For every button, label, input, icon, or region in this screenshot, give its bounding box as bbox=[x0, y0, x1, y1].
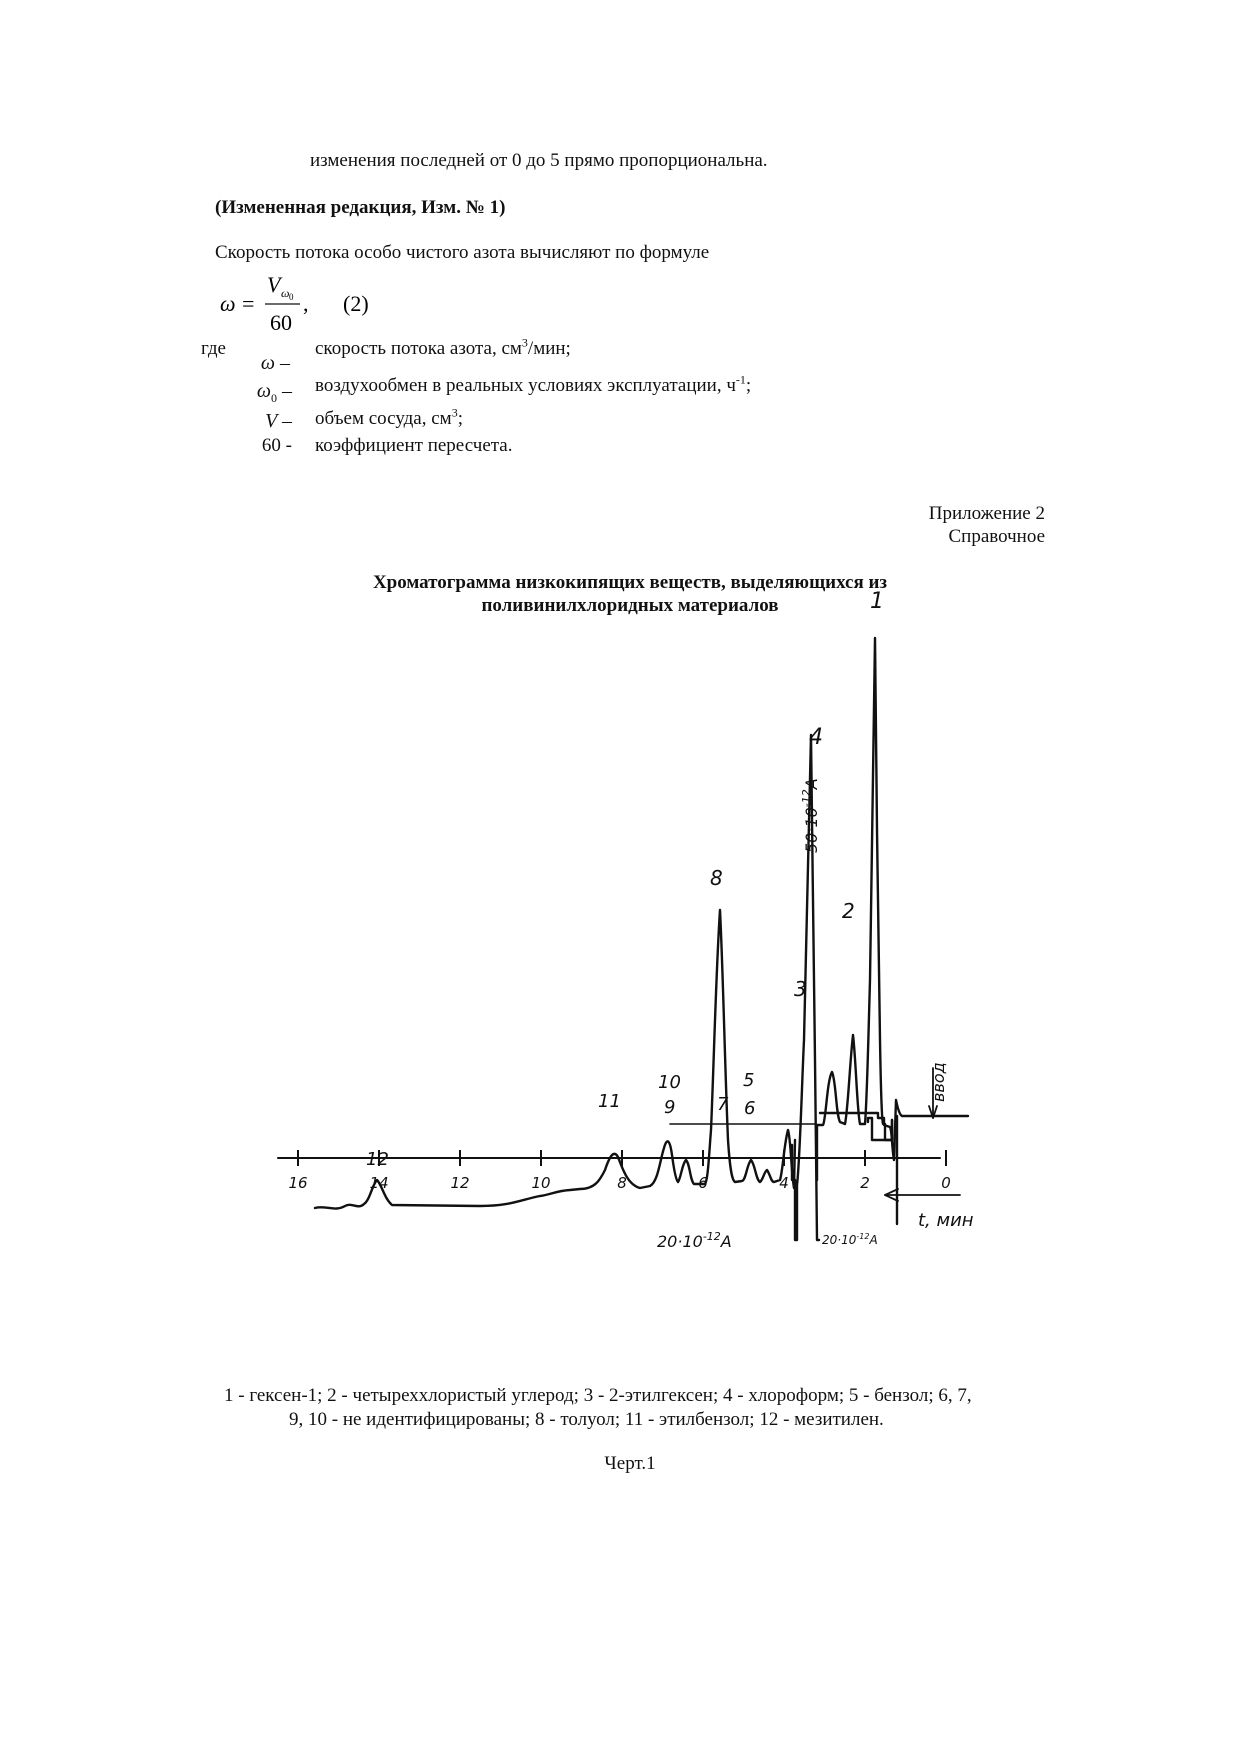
peak-label-5: 5 bbox=[743, 1070, 755, 1091]
figure-title-line2: поливинилхлоридных материалов bbox=[481, 595, 779, 616]
amendment-note: (Измененная редакция, Изм. № 1) bbox=[215, 197, 506, 218]
peak-label-7: 7 bbox=[717, 1094, 729, 1115]
axis-tick-label: 0 bbox=[941, 1174, 951, 1192]
where-word: где bbox=[201, 338, 226, 359]
axis-tick-label: 4 bbox=[779, 1174, 789, 1192]
formula-den: 60 bbox=[270, 310, 292, 335]
peak-label-9: 9 bbox=[664, 1097, 676, 1118]
peak-label-6: 6 bbox=[744, 1098, 756, 1119]
axis-tick-label: 14 bbox=[369, 1174, 389, 1192]
reference-label: Справочное bbox=[948, 526, 1045, 547]
peak-label-2: 2 bbox=[842, 899, 855, 923]
caption-line2: 9, 10 - не идентифицированы; 8 - толуол; 11 - этилбензол; 12 - мезитилен. bbox=[289, 1409, 884, 1430]
peak-label-1: 1 bbox=[870, 589, 884, 614]
formula-num-sub: ω bbox=[281, 286, 290, 300]
formula-number: (2) bbox=[343, 291, 369, 316]
formula-2 bbox=[220, 268, 420, 336]
axis-tick-label: 10 bbox=[531, 1174, 551, 1192]
peak-label-8: 8 bbox=[710, 866, 723, 890]
def-sym-omega0: $\omega_0$ – bbox=[256, 380, 292, 405]
axis-tick-label: 6 bbox=[698, 1174, 708, 1192]
def-text-omega: скорость потока азота, $см^3$/мин; bbox=[315, 335, 571, 359]
def-sym-60: 60 - bbox=[261, 435, 292, 456]
caption-line1: 1 - гексен-1; 2 - четыреххлористый углерод; 3 - 2-этилгексен; 4 - хлороформ; 5 - бензол; 6, 7, bbox=[224, 1385, 972, 1406]
figure-title-line1: Хроматограмма низкокипящих веществ, выделяющихся из bbox=[372, 572, 888, 593]
peak-label-10: 10 bbox=[658, 1072, 681, 1093]
formula-comma: , bbox=[303, 291, 309, 316]
axis-tick-label: 16 bbox=[288, 1174, 308, 1192]
def-sym-omega: ω – bbox=[260, 352, 290, 374]
peak-label-12: 12 bbox=[366, 1149, 389, 1170]
formula-num-sub0: 0 bbox=[289, 292, 294, 302]
peak-label-4: 4 bbox=[809, 725, 823, 750]
scale-left-label: $20\cdot 10^{-12}A$ bbox=[657, 1230, 732, 1251]
time-axis-label: t, мин bbox=[918, 1210, 974, 1231]
axis-tick-label: 2 bbox=[860, 1174, 870, 1192]
flow-intro: Скорость потока особо чистого азота вычисляют по формуле bbox=[215, 242, 710, 263]
def-text-omega0: воздухообмен в реальных условиях эксплуатации, $ч^{-1}$; bbox=[315, 372, 752, 396]
peak-label-11: 11 bbox=[598, 1091, 621, 1112]
axis-tick-label: 12 bbox=[450, 1174, 470, 1192]
scale-top-label: $50\cdot 10^{-12}A$ bbox=[800, 778, 821, 853]
axis-tick-label: 8 bbox=[617, 1174, 627, 1192]
inject-label: ввод bbox=[929, 1062, 948, 1102]
continued-sentence: изменения последней от 0 до 5 прямо пропорциональна. bbox=[310, 150, 768, 171]
formula-eq: = bbox=[242, 291, 255, 316]
scale-mid-label: $20\cdot 10^{-12}A$ bbox=[822, 1232, 878, 1247]
appendix-label: Приложение 2 bbox=[928, 503, 1045, 524]
def-text-v: объем сосуда, $см^3$; bbox=[315, 405, 463, 429]
trace-inject bbox=[868, 1118, 892, 1140]
peak-label-3: 3 bbox=[794, 977, 807, 1001]
formula-lhs: ω bbox=[220, 291, 236, 316]
def-sym-v: V – bbox=[265, 410, 292, 432]
formula-num-v: V bbox=[267, 272, 281, 297]
def-text-60: коэффициент пересчета. bbox=[315, 435, 513, 456]
axis-tick-labels bbox=[288, 1174, 950, 1192]
figure-label: Черт.1 bbox=[604, 1453, 656, 1474]
